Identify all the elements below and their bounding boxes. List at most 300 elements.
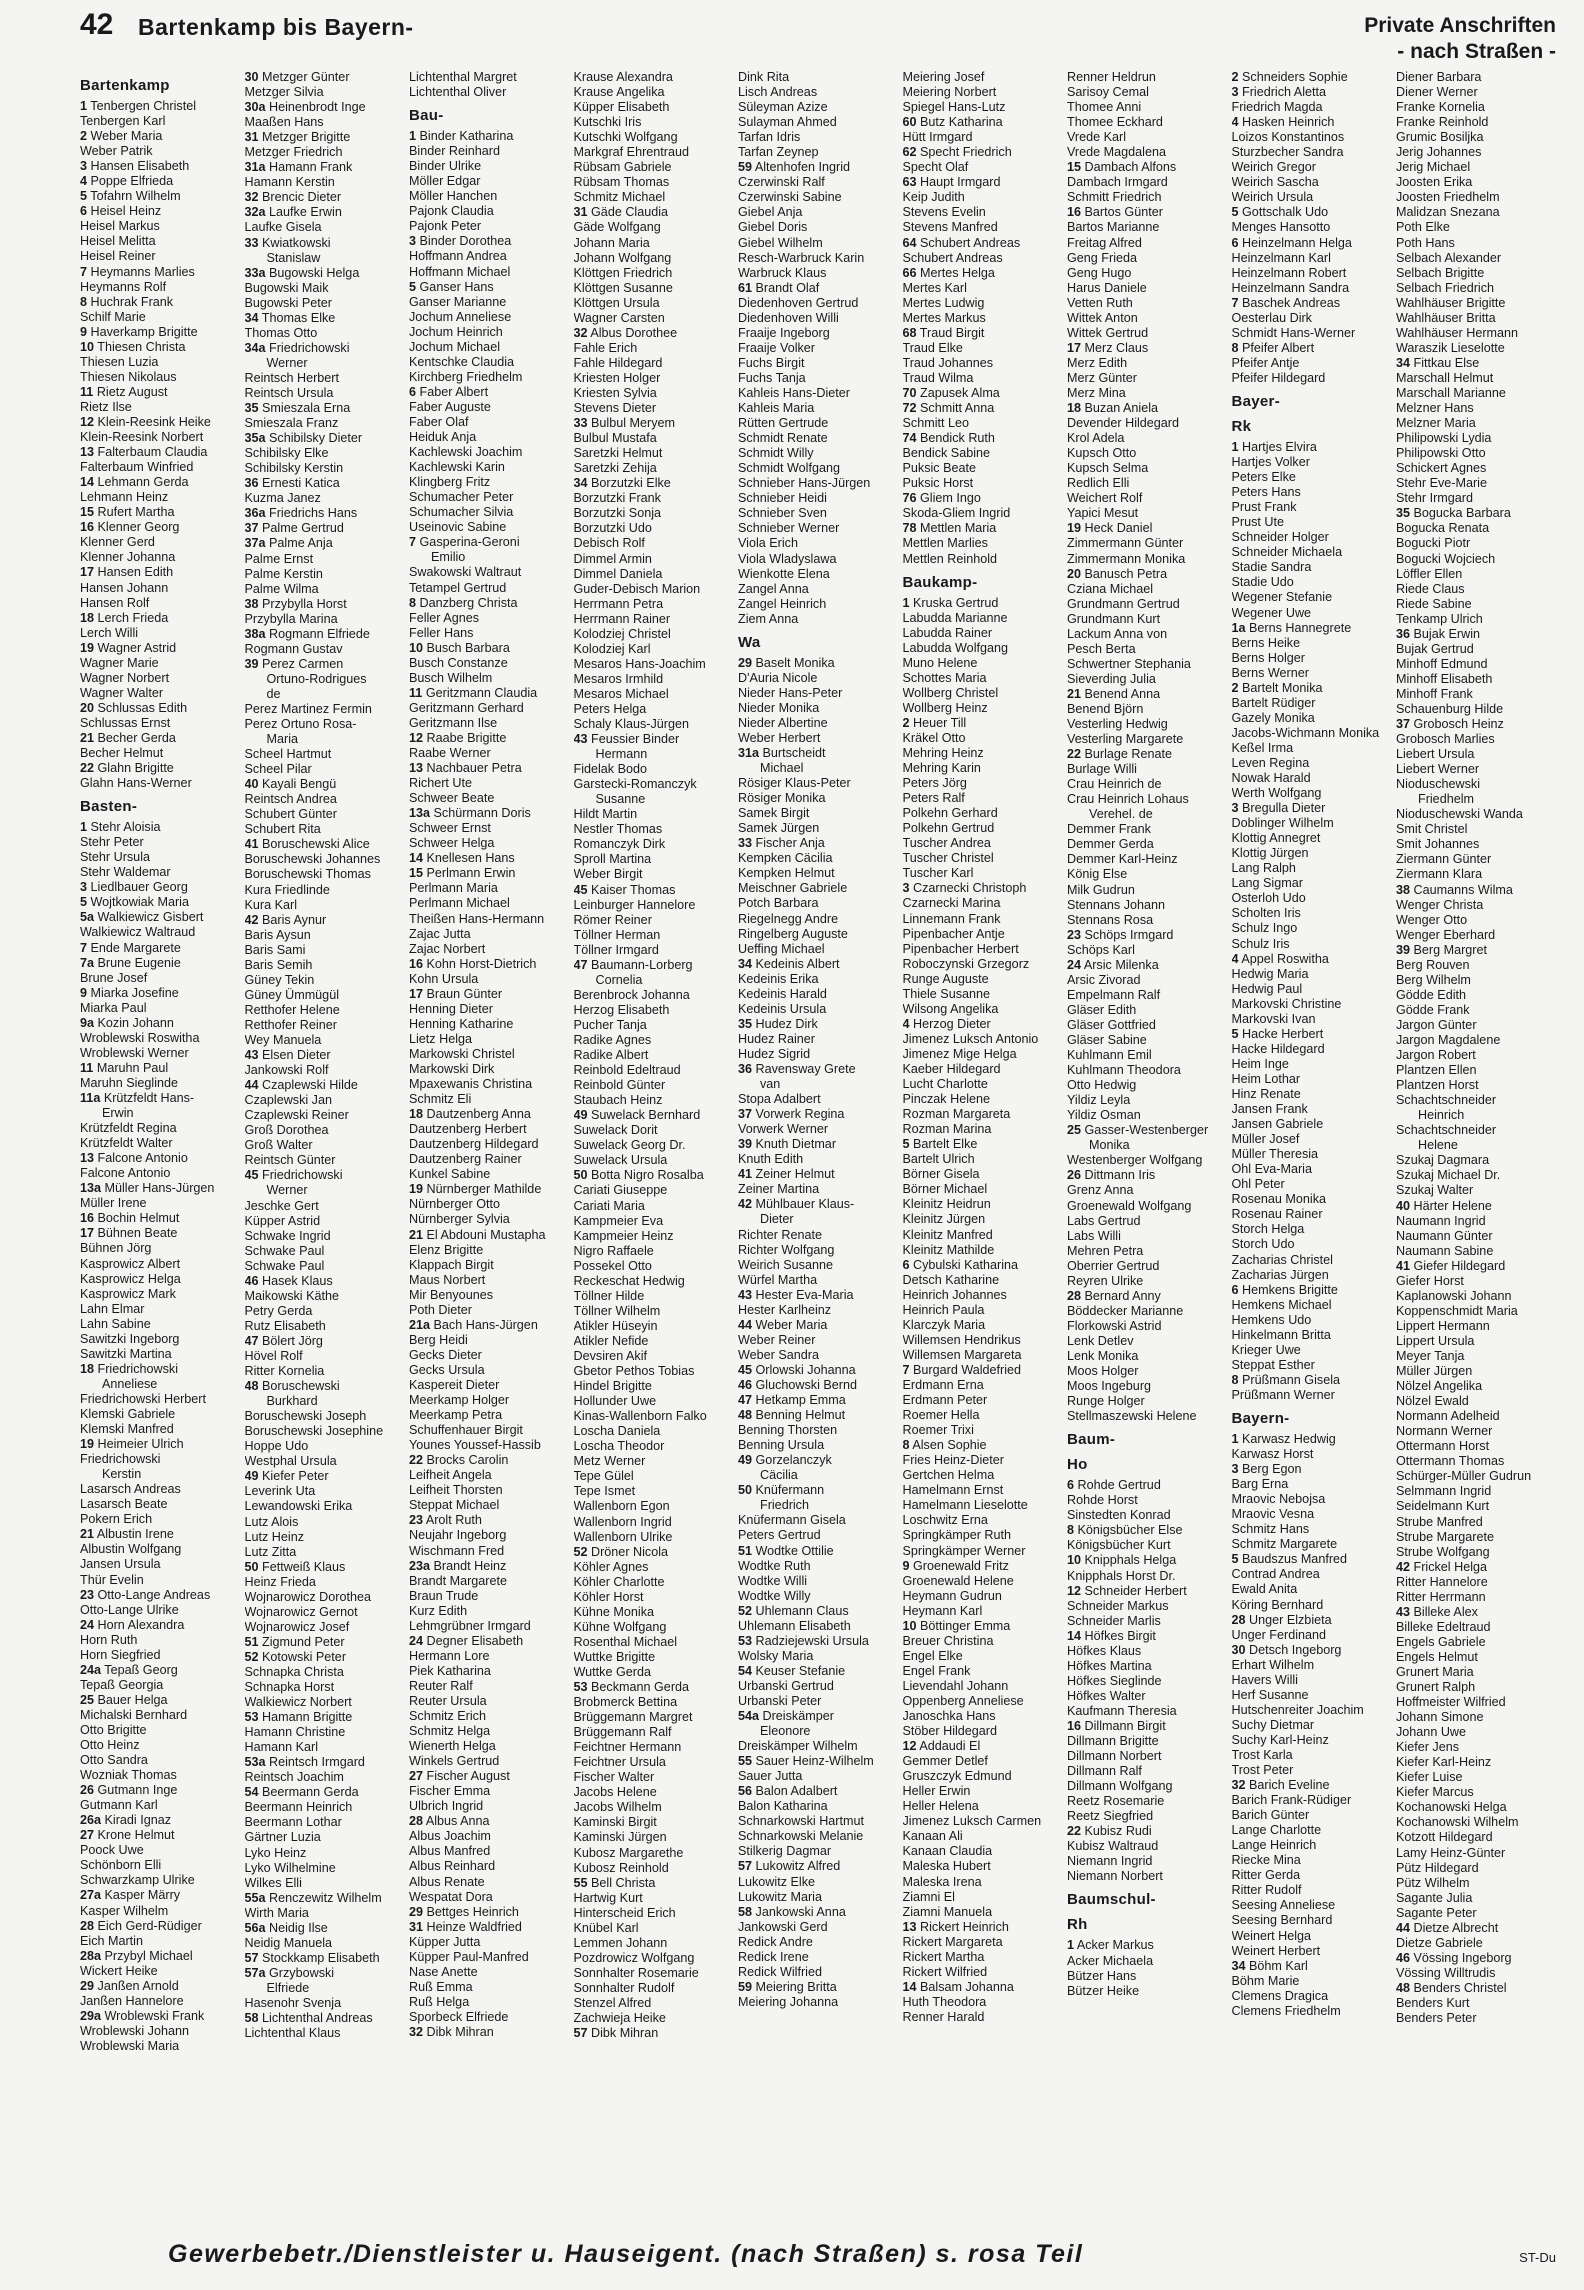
resident-name: Lukowitz Elke [738, 1874, 815, 1889]
resident-name: Tuscher Andrea [902, 836, 991, 851]
resident-name: Müller Irene [80, 1196, 147, 1211]
resident-name: Möller Edgar [409, 174, 481, 189]
address-entry [574, 326, 736, 341]
resident-name: Lutz Zitta [244, 1544, 297, 1559]
house-number: 23 [80, 1587, 95, 1602]
resident-name: Wodtke Ottilie [755, 1543, 834, 1558]
resident-name: Weinert Herbert [1231, 1943, 1321, 1958]
address-entry [1396, 943, 1558, 958]
resident-name: Kolodziej Karl [573, 641, 651, 656]
resident-name: Schwake Paul [244, 1258, 325, 1273]
address-entry [738, 1905, 900, 1920]
house-number: 13 [80, 445, 95, 460]
house-number: 57 [244, 1950, 259, 1965]
resident-name: Bugowski Maik [244, 280, 329, 295]
resident-name: Lucht Charlotte [902, 1077, 988, 1092]
house-number: 1 [1231, 1431, 1239, 1446]
resident-name: Heinrich Johannes [902, 1287, 1007, 1302]
address-entry [1396, 1951, 1558, 1966]
resident-name: Köhler Horst [573, 1589, 644, 1604]
resident-name: Peters Elke [1231, 470, 1296, 485]
resident-name: Poth Hans [1396, 235, 1455, 250]
address-entry [1396, 627, 1558, 642]
address-entry [80, 520, 242, 535]
name-continuation: Susanne [595, 792, 646, 807]
resident-name: Hindel Brigitte [573, 1379, 652, 1394]
address-entry [738, 1062, 900, 1077]
house-number: 44 [738, 1317, 753, 1332]
address-entry [738, 160, 900, 175]
resident-name: Kleinitz Heidrun [902, 1197, 991, 1212]
resident-name: Böddecker Marianne [1067, 1303, 1184, 1318]
resident-name: Lyko Heinz [244, 1845, 307, 1860]
house-number: 3 [80, 880, 88, 895]
resident-name: Bochin Helmut [97, 1211, 180, 1226]
resident-name: Liebert Ursula [1396, 747, 1475, 762]
resident-name: Czaplewski Hilde [262, 1078, 358, 1093]
house-number: 37 [244, 521, 259, 536]
resident-name: Hoffmeister Wilfried [1396, 1695, 1506, 1710]
resident-name: Michalski Bernhard [80, 1707, 188, 1722]
resident-name: Beermann Gerda [262, 1785, 359, 1800]
resident-name: Schumacher Peter [409, 490, 514, 505]
resident-name: Balsam Johanna [920, 1979, 1014, 1994]
resident-name: Retthofer Helene [244, 1002, 340, 1017]
resident-name: Peters Hans [1231, 485, 1301, 500]
house-number: 3 [1231, 85, 1239, 100]
resident-name: Johann Maria [573, 235, 650, 250]
house-number: 72 [902, 401, 917, 416]
resident-name: Diedenhoven Gertrud [738, 295, 859, 310]
resident-name: Hamelmann Lieselotte [902, 1498, 1028, 1513]
address-entry [1232, 115, 1394, 130]
resident-name: Kasper Märry [104, 1888, 181, 1903]
resident-name: Fischer Anja [755, 836, 825, 851]
resident-name: Heinze Waldfried [426, 1919, 522, 1934]
resident-name: Borzutzki Sonja [573, 506, 661, 521]
resident-name: Groß Walter [244, 1138, 313, 1153]
resident-name: Bettges Heinrich [426, 1904, 519, 1919]
address-entry [245, 1891, 407, 1906]
resident-name: Markowski Dirk [409, 1062, 495, 1076]
house-number: 14 [409, 851, 424, 866]
resident-name: Niemann Norbert [1067, 1869, 1163, 1884]
resident-name: Jacobs Helene [573, 1785, 657, 1800]
resident-name: Ottermann Thomas [1396, 1454, 1505, 1469]
resident-name: Bogucki Wojciech [1396, 551, 1496, 566]
house-number: 43 [1396, 1604, 1411, 1619]
resident-name: Grenz Anna [1067, 1183, 1134, 1198]
resident-name: Smieszala Erna [262, 401, 351, 416]
resident-name: Heuer Till [913, 715, 967, 730]
resident-name: Marschall Marianne [1396, 385, 1506, 400]
resident-name: Dambach Irmgard [1067, 175, 1168, 190]
house-number: 57 [573, 2026, 588, 2041]
house-number: 51 [244, 1634, 259, 1649]
resident-name: Liedlbauer Georg [90, 880, 188, 895]
resident-name: Berg Rouven [1396, 957, 1470, 972]
address-entry [80, 956, 242, 971]
resident-name: Lasarsch Beate [80, 1497, 168, 1512]
house-number: 5 [1231, 1552, 1239, 1567]
resident-name: Loizos Konstantinos [1231, 130, 1345, 145]
resident-name: Florkowski Astrid [1067, 1318, 1162, 1333]
house-number: 8 [409, 595, 417, 610]
house-number: 6 [1067, 1478, 1075, 1493]
resident-name: Thiesen Christa [97, 339, 186, 354]
resident-name: Bölert Jörg [262, 1333, 323, 1348]
resident-name: Wallenborn Ulrike [573, 1529, 673, 1544]
resident-name: Schnarkowski Melanie [738, 1829, 864, 1844]
resident-name: Wittek Gertrud [1067, 325, 1149, 340]
house-number: 53 [573, 1680, 588, 1695]
resident-name: Tenbergen Karl [80, 114, 166, 129]
resident-name: Nachbauer Petra [426, 761, 522, 776]
address-entry [245, 597, 407, 612]
resident-name: Ruß Emma [409, 1979, 473, 1994]
resident-name: Kiefer Jens [1396, 1740, 1459, 1755]
resident-name: Viola Erich [738, 536, 798, 551]
resident-name: Güney Ümmügül [244, 987, 339, 1002]
house-number: 52 [244, 1649, 259, 1664]
resident-name: Dambach Alfons [1084, 160, 1177, 175]
resident-name: Jankowski Anna [755, 1904, 846, 1919]
resident-name: Töllner Irmgard [573, 942, 659, 957]
address-entry [1067, 1168, 1229, 1183]
resident-name: Klottig Annegret [1231, 831, 1321, 846]
directory-column [1396, 70, 1558, 2200]
resident-name: Heim Inge [1231, 1056, 1289, 1071]
resident-name: Schlussas Edith [97, 700, 188, 715]
address-entry [245, 777, 407, 792]
resident-name: Bendick Ruth [920, 431, 995, 446]
resident-name: Börner Michael [902, 1182, 988, 1197]
resident-name: Ritter Rudolf [1231, 1883, 1302, 1898]
house-number: 52 [738, 1603, 753, 1618]
house-number: 46 [738, 1377, 753, 1392]
house-number: 3 [1231, 1462, 1239, 1477]
resident-name: Jimenez Luksch Antonio [902, 1031, 1039, 1046]
resident-name: Kühne Monika [573, 1604, 655, 1619]
resident-name: Niemann Ingrid [1067, 1854, 1153, 1869]
resident-name: Weber Herbert [738, 730, 821, 745]
resident-name: Stenzel Alfred [573, 1996, 652, 2010]
resident-name: Miarka Josefine [90, 985, 179, 1000]
resident-name: Dautzenberg Anna [426, 1107, 531, 1122]
resident-name: Lievendahl Johann [902, 1678, 1009, 1693]
address-entry [1232, 1613, 1394, 1628]
address-entry [245, 1951, 407, 1966]
resident-name: Kohn Ursula [409, 971, 479, 986]
resident-name: Sproll Martina [573, 852, 652, 867]
resident-name: Klemski Gabriele [80, 1406, 176, 1421]
resident-name: Wodtke Ruth [738, 1558, 811, 1573]
house-number: 32 [1231, 1778, 1246, 1793]
resident-name: Bulbul Meryem [591, 416, 676, 431]
house-number: 20 [1067, 566, 1082, 581]
resident-name: Feller Agnes [409, 610, 480, 625]
resident-name: Grunert Ralph [1396, 1680, 1476, 1695]
resident-name: Brandt Heinz [433, 1558, 507, 1573]
house-number: 27 [80, 1828, 95, 1843]
address-entry [245, 160, 407, 175]
street-heading: Baum- [1067, 1431, 1116, 1449]
house-number: 8 [902, 1438, 910, 1453]
address-entry [80, 1437, 242, 1452]
resident-name: Dautzenberg Rainer [409, 1152, 522, 1167]
house-number: 56 [738, 1784, 753, 1799]
house-number: 64 [902, 235, 917, 250]
address-entry [903, 1363, 1065, 1378]
address-entry [1232, 1462, 1394, 1477]
address-entry [903, 596, 1065, 611]
resident-name: Boruschewski Alice [262, 837, 370, 852]
resident-name: Gertchen Helma [902, 1468, 995, 1483]
resident-name: Normann Werner [1396, 1424, 1493, 1439]
resident-name: Fidelak Bodo [573, 762, 648, 777]
house-number: 7 [1231, 295, 1239, 310]
house-number: 34 [1231, 1958, 1246, 1973]
address-entry [80, 565, 242, 580]
resident-name: Schnieber Heidi [738, 491, 827, 506]
house-number: 40 [244, 777, 259, 792]
resident-name: Knipphals Horst Dr. [1067, 1568, 1176, 1583]
house-number: 70 [902, 385, 917, 400]
resident-name: Wroblewski Frank [104, 2008, 205, 2023]
resident-name: Nürnberger Sylvia [409, 1212, 510, 1227]
address-entry [574, 1680, 736, 1695]
address-entry [1232, 952, 1394, 967]
resident-name: Diener Werner [1396, 85, 1478, 100]
resident-name: Pozdrowicz Wolfgang [573, 1950, 695, 1965]
resident-name: Sawitzki Martina [80, 1346, 172, 1361]
house-number: 27 [409, 1769, 424, 1784]
resident-name: Groenewald Wolfgang [1067, 1198, 1192, 1213]
resident-name: Empelmann Ralf [1067, 987, 1161, 1002]
resident-name: Zangel Anna [738, 581, 809, 596]
resident-name: Thiesen Nikolaus [80, 369, 177, 384]
address-entry [80, 820, 242, 835]
resident-name: Albus Dorothee [590, 325, 678, 340]
resident-name: Giefer Horst [1396, 1273, 1464, 1288]
resident-name: Scheel Hartmut [244, 747, 332, 762]
resident-name: Benders Kurt [1396, 1996, 1470, 2010]
resident-name: Schneider Holger [1231, 530, 1329, 545]
resident-name: Perez Ortuno Rosa- [244, 717, 357, 732]
resident-name: Kiradi Ignaz [104, 1813, 172, 1828]
house-number: 26 [80, 1783, 95, 1798]
resident-name: Tofahrn Wilhelm [90, 189, 181, 204]
resident-name: Hamann Brigitte [262, 1710, 353, 1725]
resident-name: Höfkes Martina [1067, 1658, 1152, 1673]
resident-name: Heisel Melitta [80, 234, 156, 249]
resident-name: Albustin Irene [96, 1527, 174, 1542]
address-entry [574, 416, 736, 431]
resident-name: Merz Claus [1084, 340, 1149, 355]
house-number: 28 [1067, 1288, 1082, 1303]
resident-name: Rickert Margareta [902, 1934, 1003, 1949]
resident-name: Gbetor Pethos Tobias [573, 1364, 695, 1379]
resident-name: Saretzki Zehija [573, 461, 657, 476]
resident-name: Stevens Dieter [573, 401, 657, 416]
house-number: 17 [80, 1226, 95, 1241]
resident-name: Kleinitz Mathilde [902, 1242, 995, 1257]
resident-name: Gazely Monika [1231, 710, 1315, 725]
resident-name: Stennans Johann [1067, 897, 1166, 912]
resident-name: Kachlewski Joachim [409, 445, 523, 460]
resident-name: Lippert Ursula [1396, 1333, 1475, 1348]
resident-name: Schmitz Hans [1231, 1522, 1310, 1537]
resident-name: Mettlen Marlies [902, 536, 988, 551]
resident-name: Jargon Robert [1396, 1048, 1476, 1063]
resident-name: Gäde Claudia [591, 205, 669, 220]
resident-name: Unger Elzbieta [1249, 1612, 1332, 1627]
resident-name: Schneider Markus [1067, 1598, 1169, 1613]
resident-name: Johann Uwe [1396, 1725, 1467, 1740]
name-continuation: Michael [760, 761, 804, 776]
resident-name: Puksic Horst [902, 476, 974, 491]
resident-name: Rohde Gertrud [1077, 1478, 1161, 1493]
resident-name: Strube Margarete [1396, 1529, 1495, 1544]
resident-name: Bendick Sabine [902, 446, 991, 461]
resident-name: Wallenborn Egon [573, 1499, 670, 1514]
resident-name: Lackum Anna von [1067, 626, 1168, 641]
resident-name: Frickel Helga [1413, 1559, 1487, 1574]
house-number: 50 [738, 1483, 753, 1498]
address-entry [1232, 85, 1394, 100]
resident-name: Jochum Michael [409, 339, 500, 354]
address-entry [1232, 1778, 1394, 1793]
resident-name: Köring Bernhard [1231, 1597, 1324, 1612]
resident-name: Grumic Bosiljka [1396, 130, 1484, 145]
resident-name: Lerch Willi [80, 625, 139, 640]
address-entry [903, 1739, 1065, 1754]
address-entry [1232, 1027, 1394, 1042]
address-entry [903, 386, 1065, 401]
address-entry [738, 1318, 900, 1333]
resident-name: Berns Holger [1231, 650, 1305, 665]
resident-name: Joosten Friedhelm [1396, 190, 1500, 205]
resident-name: Nigro Raffaele [573, 1243, 654, 1258]
address-entry [574, 1168, 736, 1183]
resident-name: Wegener Uwe [1231, 605, 1312, 620]
resident-name: Kupsch Selma [1067, 461, 1149, 476]
address-entry [738, 1393, 900, 1408]
house-number: 28a [80, 1948, 102, 1963]
resident-name: Doblinger Wilhelm [1231, 816, 1334, 831]
resident-name: Busch Barbara [426, 640, 510, 655]
resident-name: Palme Anja [269, 536, 333, 551]
resident-name: Engel Elke [902, 1648, 963, 1663]
resident-name: Horn Alexandra [97, 1617, 185, 1632]
address-entry [574, 883, 736, 898]
address-entry [1232, 1373, 1394, 1388]
house-number: 4 [1231, 951, 1239, 966]
resident-name: Kuzma Janez [244, 491, 321, 506]
resident-name: Kahleis Maria [738, 401, 815, 416]
resident-name: Wojnarowicz Gernot [244, 1604, 358, 1619]
resident-name: Lange Charlotte [1231, 1823, 1322, 1838]
address-entry [409, 234, 571, 249]
address-entry [409, 129, 571, 144]
resident-name: Maaßen Hans [244, 115, 324, 130]
resident-name: Maruhn Sieglinde [80, 1075, 179, 1090]
house-number: 11 [80, 384, 94, 399]
address-entry [903, 401, 1065, 416]
resident-name: Otto Hedwig [1067, 1078, 1137, 1093]
resident-name: Ottermann Horst [1396, 1439, 1490, 1454]
resident-name: Wagner Marie [80, 655, 159, 670]
house-number: 1 [409, 129, 417, 144]
resident-name: Merz Edith [1067, 355, 1128, 370]
resident-name: Roemer Hella [902, 1408, 980, 1423]
resident-name: Smit Christel [1396, 822, 1468, 837]
resident-name: Tepaß Georgia [80, 1677, 164, 1692]
resident-name: Steppat Esther [1231, 1357, 1315, 1372]
resident-name: Braun Günter [426, 986, 503, 1001]
resident-name: Zeiner Martina [738, 1182, 820, 1197]
resident-name: Mpaxewanis Christina [409, 1077, 533, 1092]
resident-name: Janßen Arnold [97, 1978, 179, 1993]
resident-name: Jimenez Mige Helga [902, 1046, 1017, 1061]
resident-name: Harus Daniele [1067, 280, 1147, 295]
house-number: 40 [1396, 1198, 1411, 1213]
resident-name: Meiering Britta [755, 1979, 837, 1994]
address-entry [409, 1318, 571, 1333]
resident-name: Berns Hannegrete [1249, 620, 1352, 635]
address-entry [738, 1137, 900, 1152]
resident-name: Neidig Manuela [244, 1935, 333, 1950]
house-number: 13 [902, 1919, 917, 1934]
resident-name: Berns Heike [1231, 635, 1301, 650]
address-entry [903, 175, 1065, 190]
resident-name: Vössing Ingeborg [1413, 1950, 1512, 1965]
address-entry [80, 1016, 242, 1031]
resident-name: Ende Margarete [90, 940, 181, 955]
resident-name: D'Auria Nicole [738, 670, 818, 685]
resident-name: Seidelmann Kurt [1396, 1499, 1490, 1514]
resident-name: Schibilsky Dieter [269, 431, 363, 446]
address-entry [80, 1618, 242, 1633]
resident-name: Kiefer Luise [1396, 1770, 1463, 1785]
resident-name: Berns Werner [1231, 665, 1309, 680]
house-number: 32a [244, 205, 266, 220]
house-number: 31a [244, 160, 266, 175]
resident-name: Glahn Brigitte [97, 761, 174, 776]
house-number: 66 [902, 265, 917, 280]
address-entry [574, 1545, 736, 1560]
resident-name: Stevens Manfred [902, 220, 998, 235]
resident-name: Dietze Gabriele [1396, 1935, 1483, 1950]
resident-name: Strube Manfred [1396, 1514, 1483, 1529]
resident-name: Stopa Adalbert [738, 1092, 821, 1107]
resident-name: Tuscher Karl [902, 866, 974, 881]
address-entry [903, 431, 1065, 446]
resident-name: Gäde Wolfgang [573, 220, 661, 235]
address-entry [245, 70, 407, 85]
resident-name: Dillmann Ralf [1067, 1764, 1142, 1779]
address-entry [1232, 205, 1394, 220]
resident-name: Walkiewicz Norbert [244, 1695, 352, 1710]
resident-name: Joosten Erika [1396, 175, 1473, 190]
resident-name: Suwelack Georg Dr. [573, 1138, 686, 1153]
house-number: 30 [1231, 1642, 1246, 1657]
house-number: 13a [409, 806, 431, 821]
address-entry [80, 174, 242, 189]
resident-name: Krol Adela [1067, 431, 1125, 446]
resident-name: Kampmeier Heinz [573, 1228, 674, 1243]
house-number: 17 [409, 986, 424, 1001]
